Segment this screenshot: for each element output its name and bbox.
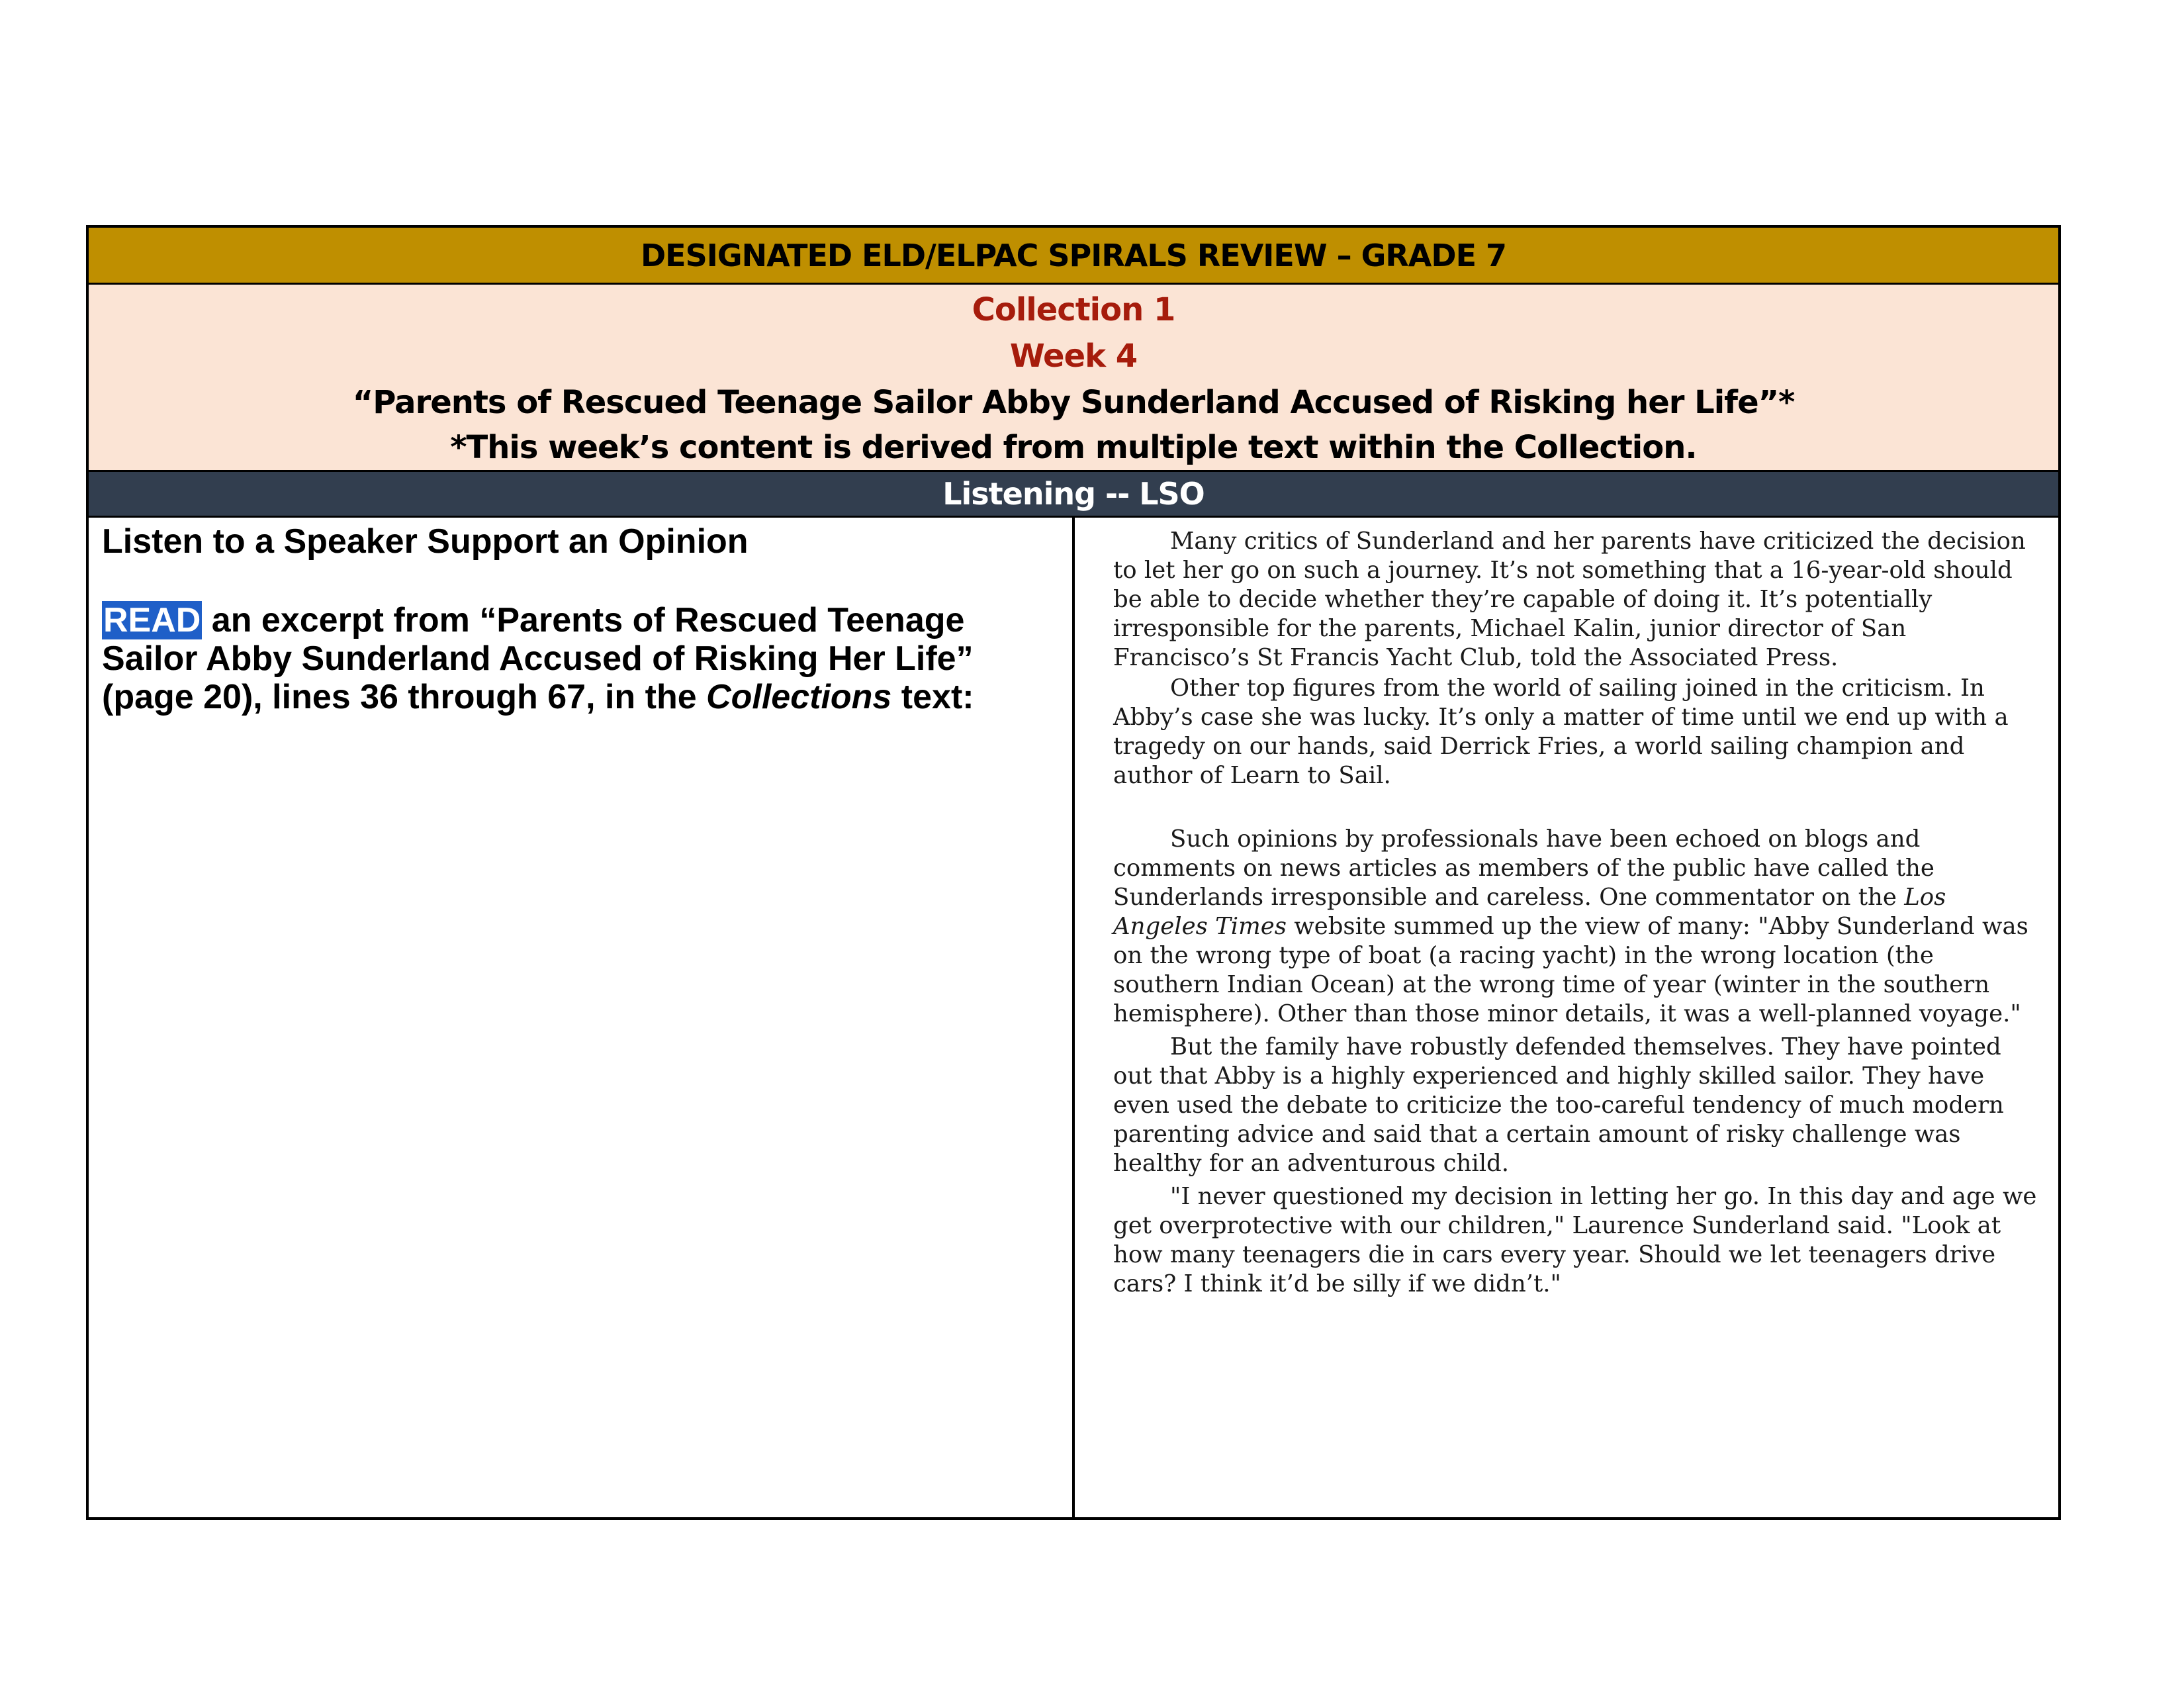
task-heading: Listen to a Speaker Support an Opinion	[102, 522, 749, 561]
review-table	[86, 225, 2061, 1520]
excerpt-paragraph: "I never questioned my decision in letting her go. In this day and age we get overprotective with our children," Laurence Sunderland said. "Look at how many teenagers die in cars every year. Should we let teenagers drive cars? I think it’d be silly if we didn’t."	[1113, 1183, 2037, 1297]
task-instruction	[102, 601, 1042, 716]
collection-info	[89, 285, 2058, 470]
title-text: DESIGNATED ELD/ELPAC SPIRALS REVIEW – GRADE 7	[640, 237, 1507, 273]
excerpt-text	[1113, 527, 2040, 1299]
excerpt-paragraph	[1113, 825, 2040, 1029]
instruction-text-2: text:	[891, 678, 974, 716]
read-keyword: READ	[103, 601, 201, 639]
instruction-text-1: an excerpt from “Parents of Rescued Teenage Sailor Abby Sunderland Accused of Risking Her Life” (page 20), lines 36 through 67, in the	[102, 601, 974, 716]
excerpt-paragraph: Other top figures from the world of sailing joined in the criticism. In Abby’s case she was lucky. It’s only a matter of time until we end up with a tragedy on our hands, said Derrick Fries, a world sailing champion and author of Learn to Sail.	[1113, 675, 2009, 789]
week-label: Week 4	[1009, 338, 1138, 375]
content-note: *This week’s content is derived from multiple text within the Collection.	[450, 429, 1697, 466]
collection-label: Collection 1	[972, 291, 1175, 328]
excerpt-cell	[1075, 518, 2058, 1517]
section-header	[89, 470, 2058, 518]
page-title	[89, 228, 2058, 285]
excerpt-paragraph: But the family have robustly defended themselves. They have pointed out that Abby is a highly experienced and highly skilled sailor. They have even used the debate to criticize the too-careful tendency of much modern parenting advice and said that a certain amount of risky challenge was healthy for an adventurous child.	[1113, 1033, 2004, 1177]
excerpt-paragraph: Many critics of Sunderland and her parents have criticized the decision to let her go on such a journey. It’s not something that a 16-year-old should be able to decide whether they’re capable of doing it. It’s potentially irresponsible for the parents, Michael Kalin, junior director of San Francisco’s St Francis Yacht Club, told the Associated Press.	[1113, 528, 2026, 671]
article-title: “Parents of Rescued Teenage Sailor Abby Sunderland Accused of Risking her Life”*	[352, 384, 1795, 421]
instruction-italic: Collections	[706, 678, 892, 716]
excerpt-text-segment: Such opinions by professionals have been echoed on blogs and comments on news articles as members of the public have called the Sunderlands irresponsible and careless. One commentator on the	[1113, 825, 1934, 911]
excerpt-italic: Los Angeles Times	[1113, 884, 1946, 940]
task-cell	[89, 518, 1075, 1517]
section-label: Listening -- LSO	[942, 476, 1205, 512]
excerpt-text-segment: website summed up the view of many: "Abby Sunderland was on the wrong type of boat (a racing yacht) in the wrong location (the southern Indian Ocean) at the wrong time of year (winter in the southern hemisphere). Other than those minor details, it was a well-planned voyage."	[1113, 913, 2028, 1027]
